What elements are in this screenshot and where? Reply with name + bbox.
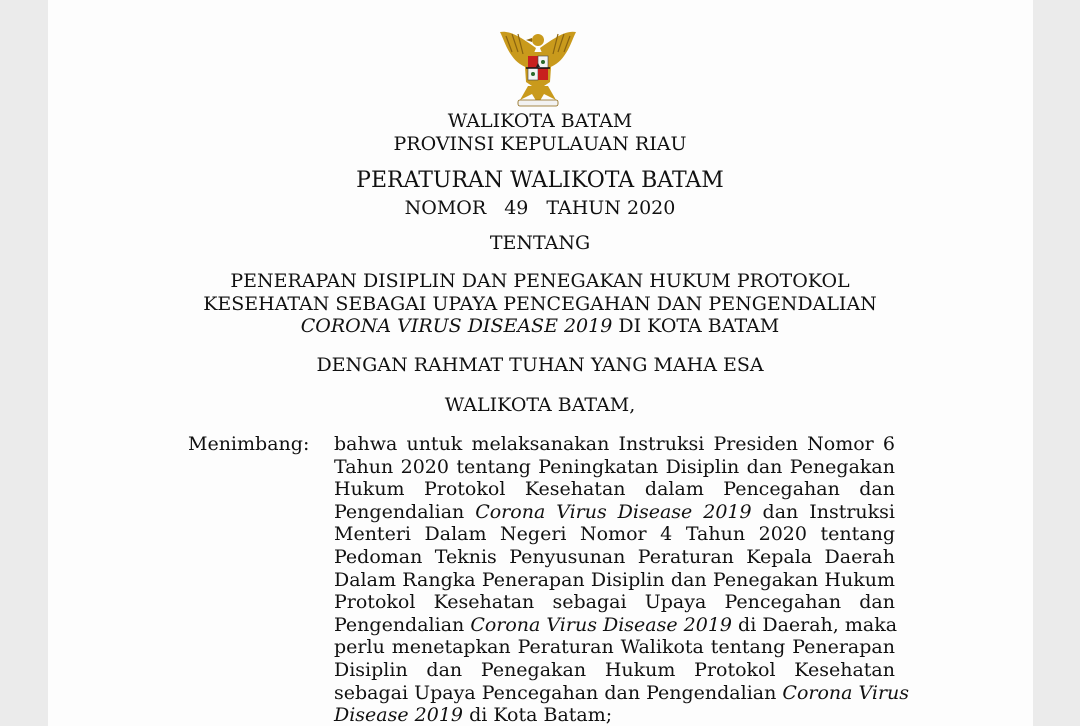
text-segment: Pengendalian [334, 613, 471, 636]
about-heading: TENTANG [489, 232, 591, 254]
subject-line-1: PENERAPAN DISIPLIN DAN PENEGAKAN HUKUM PROTOKOL [230, 270, 850, 292]
considering-line [334, 636, 895, 658]
considering-line [334, 681, 910, 704]
text-segment: dan Instruksi [751, 500, 895, 523]
considering-line [334, 659, 895, 681]
italic-text: Corona Virus [782, 681, 910, 704]
text-segment: Dalam Rangka Penerapan Disiplin dan Penegakan Hukum [334, 568, 895, 591]
blessing-line: DENGAN RAHMAT TUHAN YANG MAHA ESA [316, 354, 764, 376]
text-segment: Protokol Kesehatan sebagai Upaya Pencegahan dan [334, 591, 895, 614]
considering-line [334, 478, 895, 500]
year-label: TAHUN 2020 [546, 197, 676, 219]
text-segment: sebagai Upaya Pencegahan dan Pengendalian [334, 681, 783, 704]
text-segment: Tahun 2020 tentang Peningkatan Disiplin dan Penegakan [334, 455, 895, 478]
subject-italic: CORONA VIRUS DISEASE 2019 [300, 315, 613, 337]
considering-line [334, 591, 895, 613]
considering-label: Menimbang [188, 433, 303, 455]
subject-rest: DI KOTA BATAM [612, 315, 780, 337]
province-heading: PROVINSI KEPULAUAN RIAU [393, 133, 687, 155]
considering-line [334, 569, 895, 591]
considering-colon: : [303, 433, 310, 455]
regulation-number: 49 [504, 197, 529, 219]
italic-text: Disease 2019 [334, 704, 464, 726]
considering-line [334, 433, 895, 455]
text-segment: Pedoman Teknis Penyusunan Peraturan Kepala Daerah [334, 546, 895, 568]
italic-text: Corona Virus Disease 2019 [470, 613, 733, 636]
text-segment: Menteri Dalam Negeri Nomor 4 Tahun 2020 tentang [334, 523, 895, 546]
subject-line-3 [0, 315, 1080, 337]
italic-text: Corona Virus Disease 2019 [475, 500, 752, 523]
subject-line-2: KESEHATAN SEBAGAI UPAYA PENCEGAHAN DAN PENGENDALIAN [203, 293, 877, 315]
regulation-number-line [0, 197, 1080, 219]
considering-line [334, 546, 895, 568]
text-segment: Hukum Protokol Kesehatan dalam Pencegahan dan [334, 478, 895, 501]
garuda-emblem-icon [492, 26, 584, 110]
issuer-comma-line: WALIKOTA BATAM, [444, 394, 636, 416]
considering-line [334, 613, 898, 636]
considering-line [334, 704, 895, 726]
text-segment: bahwa untuk melaksanakan Instruksi Presiden Nomor 6 [334, 433, 895, 455]
text-segment: Disiplin dan Penegakan Hukum Protokol Kesehatan [334, 659, 895, 681]
considering-line [334, 456, 895, 478]
number-label: NOMOR [404, 197, 487, 219]
text-segment: perlu menetapkan Peraturan Walikota tentang Penerapan [334, 636, 895, 659]
considering-line [334, 523, 895, 545]
considering-line [334, 501, 895, 523]
text-segment: Pengendalian [334, 500, 476, 523]
issuer-heading: WALIKOTA BATAM [447, 110, 633, 132]
text-segment: di Daerah, maka [732, 613, 898, 636]
text-segment: di Kota Batam; [463, 704, 613, 726]
regulation-title: PERATURAN WALIKOTA BATAM [356, 168, 724, 193]
